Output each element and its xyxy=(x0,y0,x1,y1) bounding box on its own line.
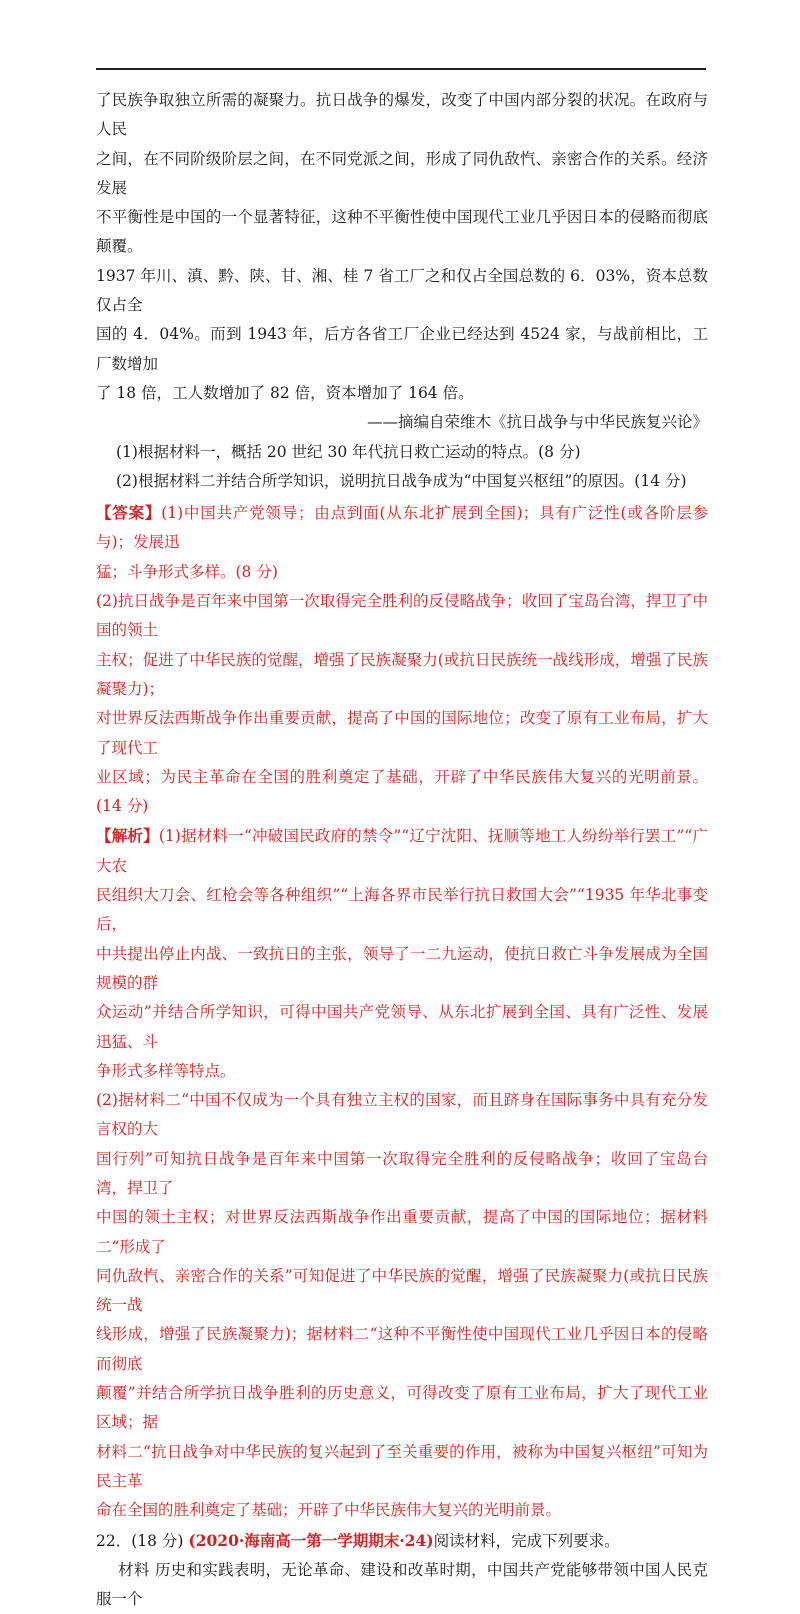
source-citation: ——摘编自荣维木《抗日战争与中华民族复兴论》 xyxy=(366,413,708,432)
text-line: 业区域；为民主革命在全国的胜利奠定了基础，开辟了中华民族伟大复兴的光明前景。(14 分) xyxy=(96,767,708,816)
text-line: 了 18 倍，工人数增加了 82 倍，资本增加了 164 倍。 xyxy=(96,383,474,402)
text-line: 中共提出停止内战、一致抗日的主张，领导了一二九运动，使抗日救亡斗争发展成为全国规模的群 xyxy=(96,944,708,992)
analysis-part-1 xyxy=(96,821,708,1086)
answer-tag: 【答案】 xyxy=(96,503,162,523)
analysis-tag: 【解析】 xyxy=(96,826,159,846)
text-line: 众运动”并结合所学知识，可得中国共产党领导、从东北扩展到全国、具有广泛性、发展迅猛、斗 xyxy=(96,1003,708,1051)
text-line: 主权；促进了中华民族的觉醒，增强了民族凝聚力(或抗日民族统一战线形成，增强了民族凝聚力)； xyxy=(96,650,708,698)
text-line: 国的 4．04%。而到 1943 年，后方各省工厂企业已经达到 4524 家，与战前相比，工厂数增加 xyxy=(96,325,708,373)
text-line: 国行列”可知抗日战争是百年来中国第一次取得完全胜利的反侵略战争；收回了宝岛台湾，捍卫了 xyxy=(96,1149,708,1197)
text-line: 猛；斗争形式多样。(8 分) xyxy=(96,562,278,581)
analysis-part-2 xyxy=(96,1086,708,1525)
text-line: 不平衡性是中国的一个显著特征，这种不平衡性使中国现代工业几乎因日本的侵略而彻底颠覆。 xyxy=(96,208,708,256)
page-content xyxy=(96,86,708,1614)
text-line: (2)据材料二“中国不仅成为一个具有独立主权的国家，而且跻身在国际事务中具有充分发言权的大 xyxy=(96,1091,708,1139)
question-22-material: 材料 历史和实践表明，无论革命、建设和改革时期，中国共产党能够带领中国人民克服一个 xyxy=(96,1560,708,1609)
answer-part-1 xyxy=(96,498,708,587)
text-line: 线形成，增强了民族凝聚力)；据材料二“这种不平衡性使中国现代工业几乎因日本的侵略而彻底 xyxy=(96,1325,708,1373)
text-line: (1)中国共产党领导；由点到面(从东北扩展到全国)；具有广泛性(或各阶层参与)；发展迅 xyxy=(96,504,708,552)
text-line: 颠覆”并结合所学抗日战争胜利的历史意义，可得改变了原有工业布局，扩大了现代工业区域；据 xyxy=(96,1384,708,1432)
question-22-heading xyxy=(96,1526,708,1556)
text-line: 争形式多样等特点。 xyxy=(96,1061,236,1080)
text-line: 之间，在不同阶级阶层之间，在不同党派之间，形成了同仇敌忾、亲密合作的关系。经济发展 xyxy=(96,149,708,197)
material2-paragraph xyxy=(96,86,708,408)
text-line: 中国的领土主权；对世界反法西斯战争作出重要贡献，提高了中国的国际地位；据材料二“形成了 xyxy=(96,1208,708,1256)
question-source-tag: (2020·海南高一第一学期期末·24) xyxy=(188,1530,434,1550)
text-line: 同仇敌忾、亲密合作的关系”可知促进了中华民族的觉醒，增强了民族凝聚力(或抗日民族统一战 xyxy=(96,1266,708,1315)
text-line: 了民族争取独立所需的凝聚力。抗日战争的爆发，改变了中国内部分裂的状况。在政府与人民 xyxy=(96,91,708,139)
answer-part-2 xyxy=(96,587,708,821)
text-line: (2)抗日战争是百年来中国第一次取得完全胜利的反侵略战争；收回了宝岛台湾，捍卫了中国的领土 xyxy=(96,592,708,640)
text-line: 命在全国的胜利奠定了基础；开辟了中华民族伟大复兴的光明前景。 xyxy=(96,1501,562,1520)
question-number: 22．(18 分) xyxy=(96,1531,184,1550)
question-1: (1)根据材料一，概括 20 世纪 30 年代抗日救亡运动的特点。(8 分) xyxy=(116,442,581,461)
text-line: 材料二“抗日战争对中华民族的复兴起到了至关重要的作用，被称为中国复兴枢纽”可知为民主革 xyxy=(96,1442,708,1490)
text-line: 对世界反法西斯战争作出重要贡献，提高了中国的国际地位；改变了原有工业布局，扩大了现代工 xyxy=(96,709,708,757)
header-rule xyxy=(96,68,706,70)
text-line: 民组织大刀会、红枪会等各种组织”“上海各界市民举行抗日救国大会”“1935 年华北事变后， xyxy=(96,886,708,934)
text-line: 1937 年川、滇、黔、陕、甘、湘、桂 7 省工厂之和仅占全国总数的 6．03%，资本总数仅占全 xyxy=(96,266,708,315)
text-line: (1)据材料一“冲破国民政府的禁令”“辽宁沈阳、抚顺等地工人纷纷举行罢工”“广大农 xyxy=(96,827,708,875)
question-2: (2)根据材料二并结合所学知识，说明抗日战争成为“中国复兴枢纽”的原因。(14 分) xyxy=(116,471,687,490)
question-instruction: 阅读材料，完成下列要求。 xyxy=(433,1531,620,1550)
